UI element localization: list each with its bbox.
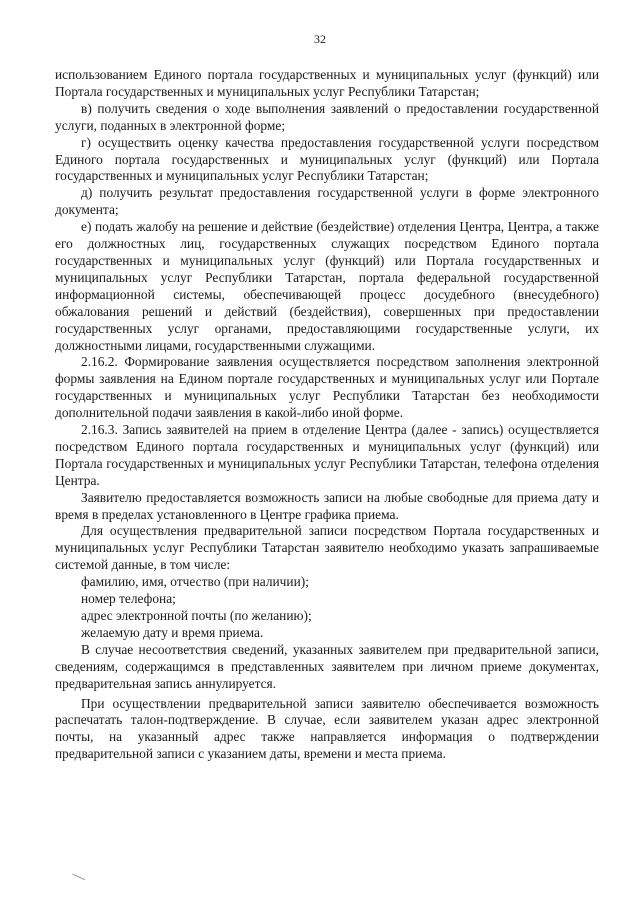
scan-mark [69,873,85,887]
paragraph: Для осуществления предварительной записи посредством Портала государственных и муниципальных услуг Республики Татарстан заявителю необходимо указать запрашиваемые системой данные, в том числе: [55,523,599,573]
page-number: 32 [314,32,326,46]
paragraph: 2.16.3. Запись заявителей на прием в отделение Центра (далее - запись) осуществляется посредством Единого портала государственных и муниципальных услуг (функций) или Портала государственных и муниципальных услуг Республики Татарстан, телефона отделения Центра. [55,422,599,488]
paragraph: в) получить сведения о ходе выполнения заявлений о предоставлении государственной услуги, поданных в электронной форме; [55,100,599,133]
paragraph: е) подать жалобу на решение и действие (бездействие) отделения Центра, Центра, а также его должностных лиц, государственных служащих посредством Единого портала государственных и муниципальных услуг (функций) или Портала государственных и муниципальных услуг Республики Татарстан, портала федеральной государственной информационной системы, обеспечивающей процесс досудебного (внесудебного) обжалования решений и действий (бездействия), совершенных при предоставлении государственных услуг органами, предоставляющими государственные услуги, их должностными лицами, государственными служащими. [55,219,599,353]
paragraph: 2.16.2. Формирование заявления осуществляется посредством заполнения электронной формы заявления на Едином портале государственных и муниципальных услуг или Портале государственных и муниципальных услуг Республики Татарстан без необходимости дополнительной подачи заявления в какой-либо иной форме. [55,354,599,421]
list-item: желаемую дату и время приема. [81,624,264,640]
paragraph: Заявителю предоставляется возможность записи на любые свободные для приема дату и время в пределах установленного в Центре графика приема. [55,489,599,522]
document-body [55,67,599,763]
paragraph: г) осуществить оценку качества предоставления государственной услуги посредством Единого портала государственных и муниципальных услуг (функций) или Портала государственных и муниципальных услуг Республики Татарстан; [55,134,599,184]
paragraph: При осуществлении предварительной записи заявителю обеспечивается возможность распечатать талон-подтверждение. В случае, если заявителем указан адрес электронной почты, на указанный адрес также направляется информация о подтверждении предварительной записи с указанием даты, времени и места приема. [55,695,599,762]
list-item: номер телефона; [81,591,176,607]
list-item: фамилию, имя, отчество (при наличии); [81,574,309,590]
paragraph: В случае несоответствия сведений, указанных заявителем при предварительной записи, сведениям, содержащимся в представленных заявителем при личном приеме документах, предварительная запись аннулируется. [55,641,599,691]
paragraph: использованием Единого портала государственных и муниципальных услуг (функций) или Портала государственных и муниципальных услуг Республики Татарстан; [55,67,599,99]
list-item: адрес электронной почты (по желанию); [81,608,312,623]
paragraph: д) получить результат предоставления государственной услуги в форме электронного документа; [55,185,599,218]
